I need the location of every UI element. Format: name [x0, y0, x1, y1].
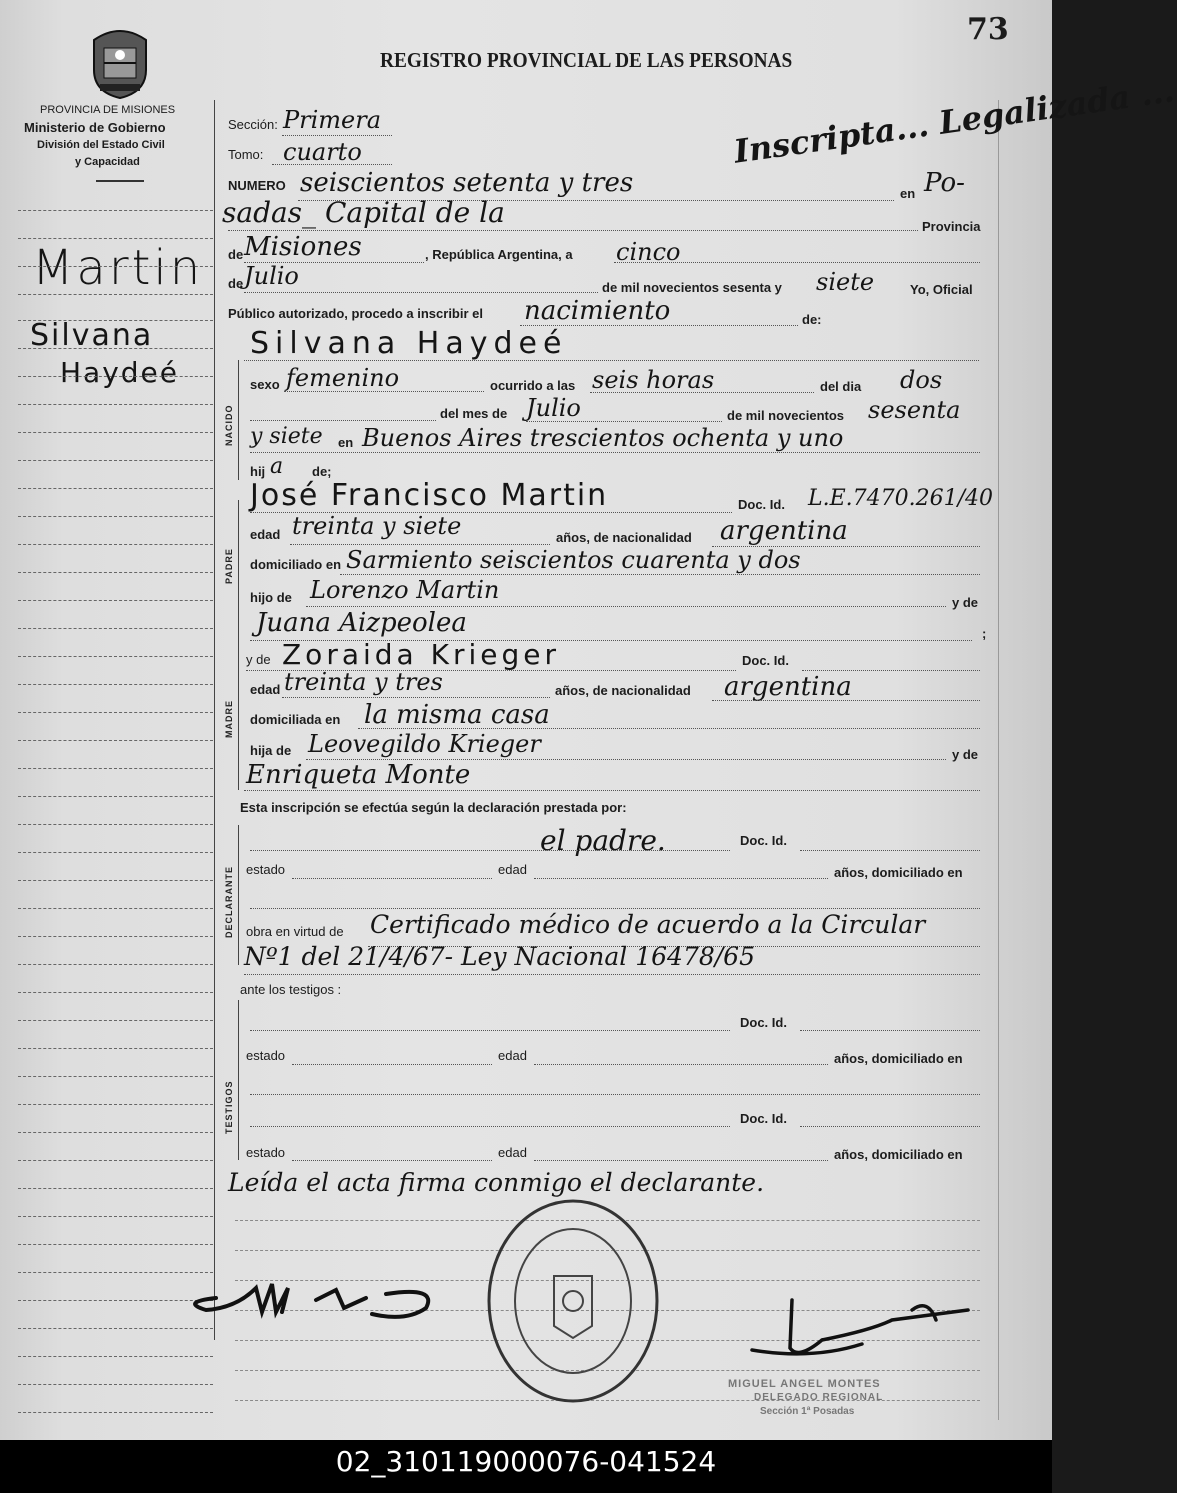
label-yo-oficial: Yo, Oficial	[910, 282, 973, 297]
label-numero: NUMERO	[228, 178, 286, 193]
officer-stamp-name: MIGUEL ANGEL MONTES	[728, 1378, 881, 1390]
line	[250, 420, 436, 421]
value-anio: siete	[816, 268, 875, 296]
page-title: REGISTRO PROVINCIAL DE LAS PERSONAS	[380, 48, 793, 72]
line	[292, 878, 492, 879]
label-mil-nov: de mil novecientos	[727, 408, 845, 423]
margin-line	[18, 348, 213, 349]
margin-line	[18, 1076, 213, 1077]
line	[250, 850, 730, 851]
value-abuelo-m: Leovegildo Krieger	[308, 730, 541, 758]
value-obra-1: Certificado médico de acuerdo a la Circular	[370, 910, 926, 939]
label-estado-testigo-2: estado	[246, 1145, 286, 1160]
label-domiciliado-padre: domiciliado en	[250, 557, 342, 572]
line	[244, 790, 980, 791]
margin-line	[18, 210, 213, 211]
value-numero: seiscientos setenta y tres	[300, 168, 634, 198]
label-de-semi: de;	[312, 464, 332, 479]
label-estado-declarante: estado	[246, 862, 286, 877]
header-division: División del Estado Civil	[37, 139, 165, 151]
margin-line	[18, 460, 213, 461]
section-rule-padre	[238, 500, 239, 660]
value-dia: cinco	[616, 238, 681, 266]
value-hijo-sufijo: a	[270, 454, 284, 479]
value-madre-dom: la misma casa	[364, 700, 550, 730]
label-anios-dom-testigo-1: años, domiciliado en	[834, 1051, 963, 1066]
section-rule-madre	[238, 660, 239, 790]
label-doc-padre: Doc. Id.	[738, 497, 785, 512]
value-cierre: Leída el acta firma conmigo el declarante.	[228, 1168, 765, 1197]
margin-line	[18, 656, 213, 657]
label-sexo: sexo	[250, 377, 280, 392]
value-hora: seis horas	[592, 366, 715, 394]
margin-line	[18, 1216, 213, 1217]
margin-line	[18, 740, 213, 741]
value-en-1: Po-	[924, 168, 965, 198]
margin-line	[18, 1104, 213, 1105]
margin-given-name-2: Haydeé	[60, 356, 180, 389]
line	[284, 391, 484, 392]
label-edad-declarante: edad	[498, 862, 527, 877]
line	[614, 262, 980, 263]
line	[712, 700, 980, 701]
label-provincia: Provincia	[922, 219, 981, 234]
value-madre-edad: treinta y tres	[284, 668, 443, 696]
line	[292, 1160, 492, 1161]
line	[358, 728, 980, 729]
side-label-testigos: TESTIGOS	[224, 1080, 234, 1134]
margin-line	[18, 964, 213, 965]
margin-line	[18, 1384, 213, 1385]
margin-line	[18, 1020, 213, 1021]
line	[292, 1064, 492, 1065]
margin-line	[18, 908, 213, 909]
value-sexo: femenino	[286, 364, 400, 392]
value-padre-dom: Sarmiento seiscientos cuarenta y dos	[346, 546, 801, 574]
value-madre: Zoraida Krieger	[282, 638, 560, 671]
value-padre-edad: treinta y siete	[292, 512, 462, 540]
label-de-colon: de:	[802, 312, 822, 327]
value-padre-nac: argentina	[720, 516, 848, 546]
label-del-dia: del dia	[820, 379, 862, 394]
officer-signature	[732, 1290, 972, 1380]
line	[800, 1030, 980, 1031]
line	[306, 606, 946, 607]
margin-line	[18, 684, 213, 685]
margin-line	[18, 936, 213, 937]
side-label-declarante: DECLARANTE	[224, 866, 234, 938]
label-domiciliada: domiciliada en	[250, 712, 341, 727]
label-hija-de: hija de	[250, 743, 292, 758]
margin-line	[18, 572, 213, 573]
margin-line	[18, 880, 213, 881]
margin-line	[18, 266, 213, 267]
label-obra: obra en virtud de	[246, 924, 344, 939]
label-anios-dom-testigo-2: años, domiciliado en	[834, 1147, 963, 1162]
label-doc-testigo-1: Doc. Id.	[740, 1015, 787, 1030]
value-padre: José Francisco Martin	[250, 478, 609, 513]
margin-rule	[214, 100, 215, 1340]
margin-line	[18, 404, 213, 405]
footer-id: 02_310119000076-041524	[0, 1440, 1052, 1493]
value-mes-nac: Julio	[526, 394, 581, 422]
value-nombre: Silvana Haydeé	[250, 326, 568, 361]
value-lugar: Buenos Aires trescientos ochenta y uno	[362, 424, 844, 452]
label-ante-testigos: ante los testigos :	[240, 982, 342, 997]
official-seal	[484, 1196, 662, 1406]
label-doc-madre: Doc. Id.	[742, 653, 789, 668]
margin-surname: Martin	[32, 240, 204, 296]
section-rule-nacido	[238, 360, 239, 480]
value-mes: Julio	[244, 262, 299, 290]
side-label-padre: PADRE	[224, 548, 234, 584]
header-province: PROVINCIA DE MISIONES	[40, 104, 176, 116]
margin-line	[18, 712, 213, 713]
margin-line	[18, 294, 213, 295]
margin-line	[18, 600, 213, 601]
margin-line	[18, 238, 213, 239]
coat-of-arms-icon	[88, 26, 152, 100]
line	[282, 135, 392, 136]
line	[590, 392, 814, 393]
margin-line	[18, 796, 213, 797]
margin-line	[18, 992, 213, 993]
line	[290, 544, 550, 545]
value-abuelo-p: Lorenzo Martin	[310, 576, 500, 604]
value-tomo: cuarto	[283, 138, 362, 166]
label-estado-testigo-1: estado	[246, 1048, 286, 1063]
header-ministry: Ministerio de Gobierno	[24, 120, 166, 135]
line	[250, 1126, 730, 1127]
value-acto: nacimiento	[524, 296, 671, 326]
label-tomo: Tomo:	[228, 147, 264, 162]
value-seccion: Primera	[283, 106, 382, 134]
label-y-de-padre: y de	[952, 595, 979, 610]
margin-line	[18, 628, 213, 629]
label-edad-madre: edad	[250, 682, 281, 697]
value-declarante: el padre.	[540, 824, 666, 857]
line	[244, 360, 979, 361]
label-edad-testigo-2: edad	[498, 1145, 527, 1160]
header-capacity: y Capacidad	[75, 156, 140, 168]
label-en: en	[900, 186, 916, 201]
margin-line	[18, 1188, 213, 1189]
label-anios-nac-madre: años, de nacionalidad	[555, 683, 691, 698]
label-edad-testigo-1: edad	[498, 1048, 527, 1063]
page-number: 73	[967, 12, 1009, 47]
line	[244, 974, 980, 975]
value-provincia: Misiones	[244, 232, 362, 262]
line	[802, 670, 980, 671]
label-de-1: de	[228, 247, 244, 262]
label-mil-nov-sesenta: de mil novecientos sesenta y	[602, 280, 782, 295]
value-abuela-p: Juana Aizpeolea	[256, 608, 467, 638]
value-obra-2: Nº1 del 21/4/67- Ley Nacional 16478/65	[244, 942, 755, 971]
line	[534, 1160, 828, 1161]
margin-line	[18, 1412, 213, 1413]
label-de-2: de	[228, 276, 244, 291]
label-republica: , República Argentina, a	[425, 247, 573, 262]
declarant-signature	[176, 1268, 446, 1328]
margin-line	[18, 1048, 213, 1049]
margin-line	[18, 852, 213, 853]
line	[800, 1126, 980, 1127]
line	[534, 878, 828, 879]
value-anio-nac-2: y siete	[250, 424, 323, 449]
margin-line	[18, 824, 213, 825]
line	[250, 908, 980, 909]
value-en-2: sadas_ Capital de la	[222, 196, 505, 229]
value-madre-nac: argentina	[724, 672, 852, 702]
label-hijo: hij	[250, 464, 266, 479]
value-abuela-m: Enriqueta Monte	[246, 760, 471, 790]
label-esta-inscripcion: Esta inscripción se efectúa según la declaración prestada por:	[240, 800, 627, 815]
line	[244, 292, 598, 293]
side-label-madre: MADRE	[224, 700, 234, 738]
line	[272, 164, 392, 165]
margin-line	[18, 432, 213, 433]
right-rule	[998, 100, 999, 1420]
line	[250, 1030, 730, 1031]
line	[800, 850, 980, 851]
line	[250, 452, 980, 453]
label-seccion: Sección:	[228, 117, 278, 132]
margin-line	[18, 376, 213, 377]
inscription-stamp: Inscripta... Legalizada ...	[731, 71, 1177, 171]
label-doc-testigo-2: Doc. Id.	[740, 1111, 787, 1126]
line	[526, 421, 722, 422]
label-y-de-madre: y de	[952, 747, 979, 762]
margin-line	[18, 1160, 213, 1161]
line	[534, 1064, 828, 1065]
line	[282, 697, 550, 698]
line	[228, 230, 918, 231]
label-edad-padre: edad	[250, 527, 281, 542]
label-del-mes: del mes de	[440, 406, 508, 421]
header-divider	[96, 180, 144, 182]
side-label-nacido: NACIDO	[224, 404, 234, 446]
section-rule-testigos	[238, 1000, 239, 1160]
value-anio-nac: sesenta	[868, 396, 961, 424]
label-publico: Público autorizado, procedo a inscribir el	[228, 306, 483, 321]
label-ocurrido: ocurrido a las	[490, 378, 576, 393]
margin-line	[18, 516, 213, 517]
section-rule-declarante	[238, 825, 239, 965]
label-en-lugar: en	[338, 435, 354, 450]
margin-line	[18, 544, 213, 545]
margin-given-name-1: Silvana	[30, 318, 154, 353]
value-padre-doc: L.E.7470.261/40	[808, 486, 994, 511]
officer-stamp-title: DELEGADO REGIONAL	[754, 1392, 884, 1403]
margin-line	[18, 1132, 213, 1133]
label-anios-dom-declarante: años, domiciliado en	[834, 865, 963, 880]
margin-line	[18, 488, 213, 489]
label-doc-declarante: Doc. Id.	[740, 833, 787, 848]
officer-stamp-section: Sección 1ª Posadas	[760, 1406, 855, 1417]
label-semicolon: ;	[982, 626, 987, 641]
margin-line	[18, 1328, 213, 1329]
value-dia-nac: dos	[900, 366, 943, 394]
margin-line	[18, 768, 213, 769]
label-hijo-de: hijo de	[250, 590, 292, 605]
margin-line	[18, 1356, 213, 1357]
margin-line	[18, 1244, 213, 1245]
label-madre-pref: y de	[246, 652, 271, 667]
line	[250, 1094, 980, 1095]
label-anios-nac-padre: años, de nacionalidad	[556, 530, 692, 545]
margin-line	[18, 320, 213, 321]
line	[340, 574, 980, 575]
